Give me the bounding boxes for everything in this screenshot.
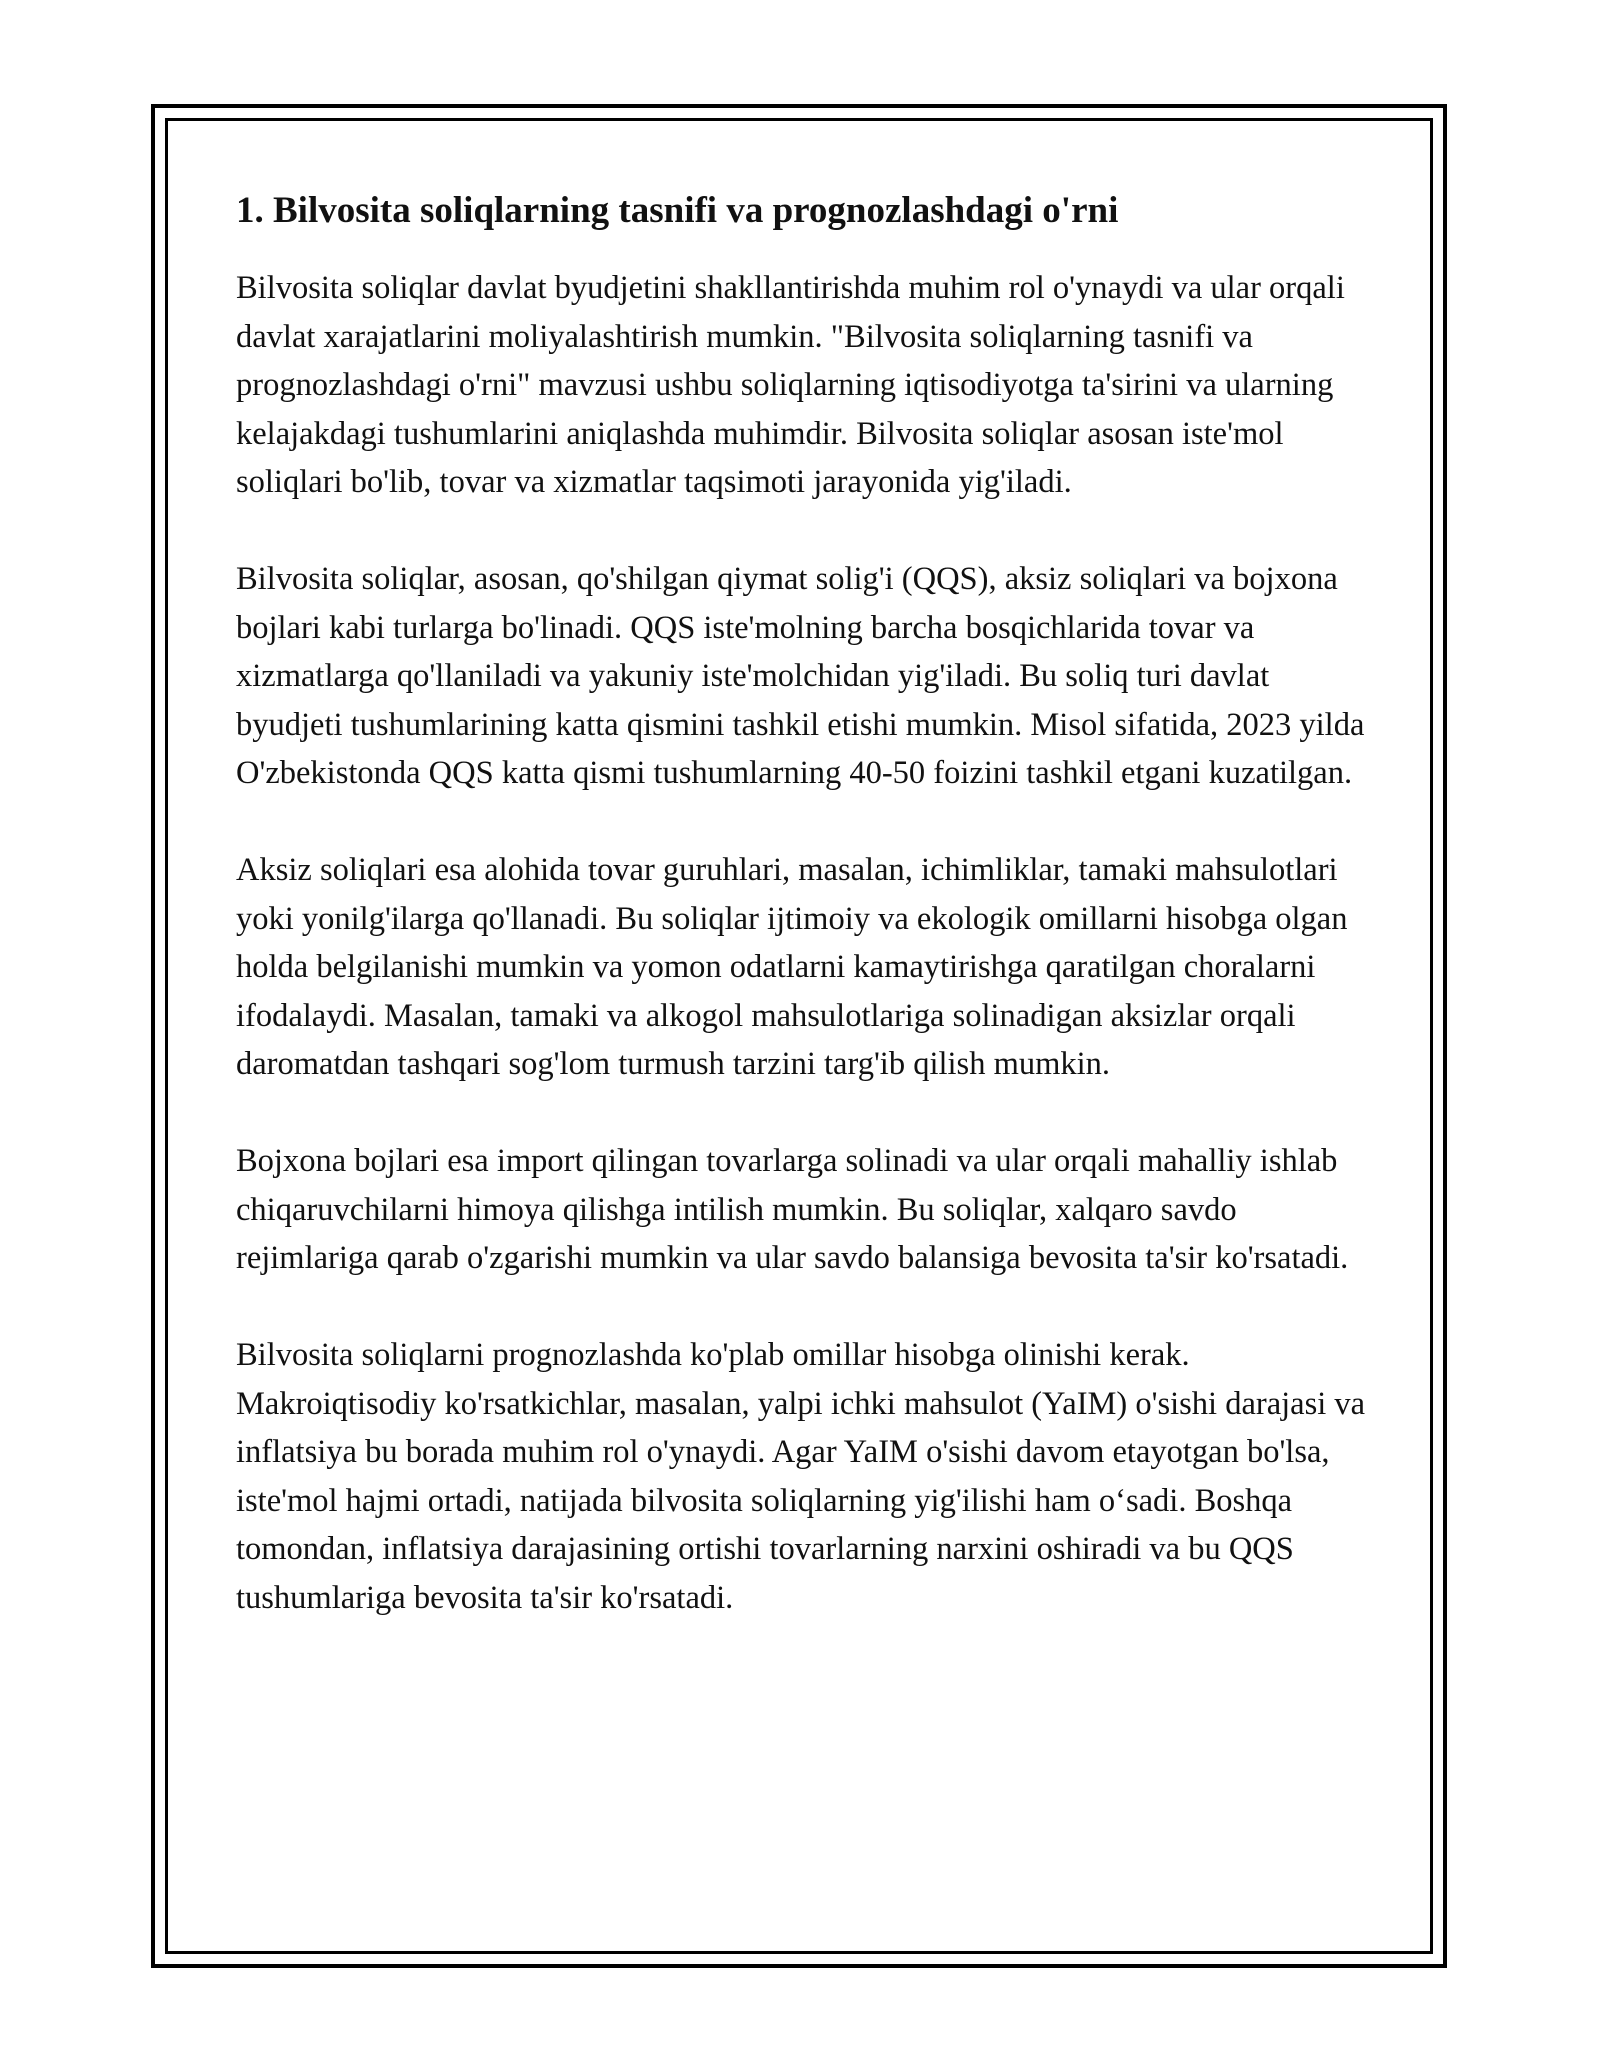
paragraph-classification: Bilvosita soliqlar, asosan, qo'shilgan qiymat solig'i (QQS), aksiz soliqlari va bojxona bojlari kabi turlarga bo'linadi. QQS iste'molning barcha bosqichlarida tovar va xizmatlarga qo'llaniladi va yakuniy iste'molchidan yig'iladi. Bu soliq turi davlat byudjeti tushumlarining katta qismini tashkil etishi mumkin. Misol sifatida, 2023 yilda O'zbekistonda QQS katta qismi tushumlarning 40-50 foizini tashkil etgani kuzatilgan. (236, 561, 1365, 791)
paragraph-forecasting: Bilvosita soliqlarni prognozlashda ko'plab omillar hisobga olinishi kerak. Makroiqtisodiy ko'rsatkichlar, masalan, yalpi ichki mahsulot (YaIM) o'sishi darajasi va inflatsiya bu borada muhim rol o'ynaydi. Agar YaIM o'sishi davom etayotgan bo'lsa, iste'mol hajmi ortadi, natijada bilvosita soliqlarning yig'ilishi ham o‘sadi. Boshqa tomondan, inflatsiya darajasining ortishi tovarlarning narxini oshiradi va bu QQS tushumlariga bevosita ta'sir ko'rsatadi. (236, 1337, 1366, 1616)
section-heading: 1. Bilvosita soliqlarning tasnifi va prognozlashdagi o'rni (236, 190, 1119, 231)
document-body (236, 186, 1366, 1622)
paragraph-intro: Bilvosita soliqlar davlat byudjetini shakllantirishda muhim rol o'ynaydi va ular orqali davlat xarajatlarini moliyalashtirish mumkin. "Bilvosita soliqlarning tasnifi va prognozlashdagi o'rni" mavzusi ushbu soliqlarning iqtisodiyotga ta'sirini va ularning kelajakdagi tushumlarini aniqlashda muhimdir. Bilvosita soliqlar asosan iste'mol soliqlari bo'lib, tovar va xizmatlar taqsimoti jarayonida yig'iladi. (236, 270, 1345, 500)
paragraph-customs: Bojxona bojlari esa import qilingan tovarlarga solinadi va ular orqali mahalliy ishlab chiqaruvchilarni himoya qilishga intilish mumkin. Bu soliqlar, xalqaro savdo rejimlariga qarab o'zgarishi mumkin va ular savdo balansiga bevosita ta'sir ko'rsatadi. (236, 1143, 1349, 1276)
paragraph-excise: Aksiz soliqlari esa alohida tovar guruhlari, masalan, ichimliklar, tamaki mahsulotlari yoki yonilg'ilarga qo'llanadi. Bu soliqlar ijtimoiy va ekologik omillarni hisobga olgan holda belgilanishi mumkin va yomon odatlarni kamaytirishga qaratilgan choralarni ifodalaydi. Masalan, tamaki va alkogol mahsulotlariga solinadigan aksizlar orqali daromatdan tashqari sog'lom turmush tarzini targ'ib qilish mumkin. (236, 852, 1348, 1082)
